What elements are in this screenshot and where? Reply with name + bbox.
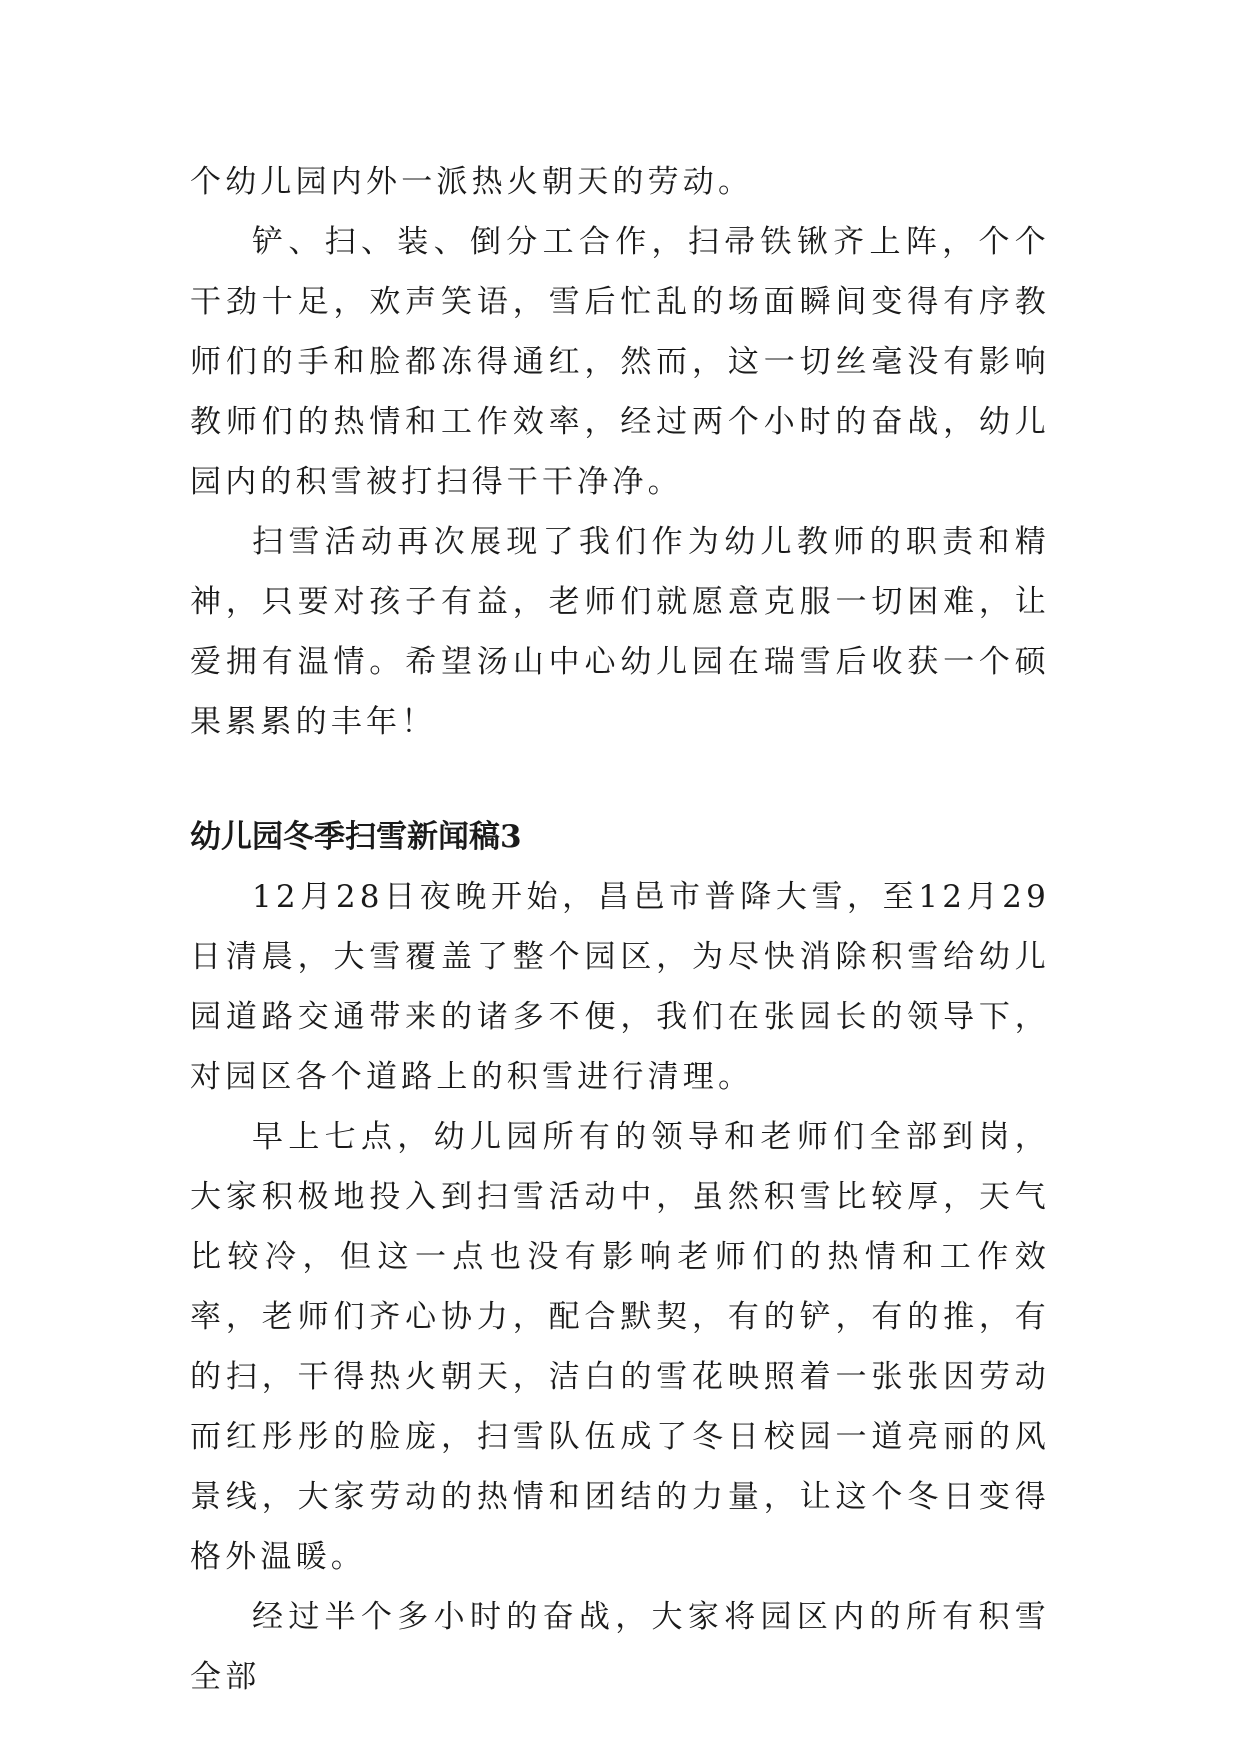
- paragraph: 经过半个多小时的奋战，大家将园区内的所有积雪全部: [190, 1599, 1050, 1695]
- paragraph: 早上七点，幼儿园所有的领导和老师们全部到岗，大家积极地投入到扫雪活动中，虽然积雪比较厚，天气比较冷，但这一点也没有影响老师们的热情和工作效率，老师们齐心协力，配合默契，有的铲，有的推，有的扫，干得热火朝天，洁白的雪花映照着一张张因劳动而红彤彤的脸庞，扫雪队伍成了冬日校园一道亮丽的风景线，大家劳动的热情和团结的力量，让这个冬日变得格外温暖。: [190, 1119, 1050, 1575]
- article-body-top: [190, 152, 1050, 752]
- paragraph: 扫雪活动再次展现了我们作为幼儿教师的职责和精神，只要对孩子有益，老师们就愿意克服一切困难，让爱拥有温情。希望汤山中心幼儿园在瑞雪后收获一个硕果累累的丰年！: [190, 524, 1050, 740]
- article-body-bottom: [190, 867, 1050, 1707]
- paragraph: 铲、扫、装、倒分工合作，扫帚铁锹齐上阵，个个干劲十足，欢声笑语，雪后忙乱的场面瞬间变得有序教师们的手和脸都冻得通红，然而，这一切丝毫没有影响教师们的热情和工作效率，经过两个小时的奋战，幼儿园内的积雪被打扫得干干净净。: [190, 224, 1050, 500]
- section-heading: 幼儿园冬季扫雪新闻稿3: [190, 819, 522, 855]
- paragraph-continued: 个幼儿园内外一派热火朝天的劳动。: [190, 164, 754, 200]
- paragraph: 12月28日夜晚开始，昌邑市普降大雪，至12月29日清晨，大雪覆盖了整个园区，为尽快消除积雪给幼儿园道路交通带来的诸多不便，我们在张园长的领导下，对园区各个道路上的积雪进行清理。: [190, 879, 1050, 1095]
